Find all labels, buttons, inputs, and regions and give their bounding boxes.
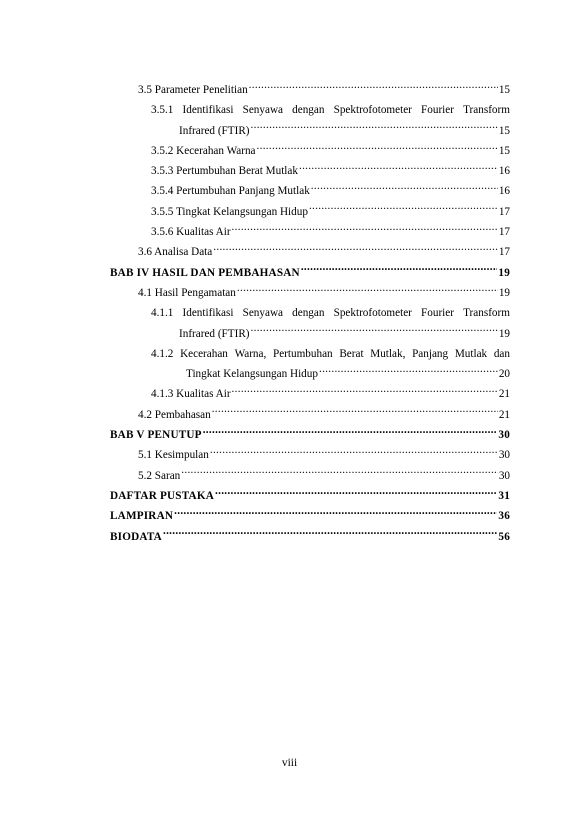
dot-leader — [309, 203, 498, 215]
toc-entry-title-continued: Infrared (FTIR) — [179, 124, 250, 137]
toc-word: Berat — [339, 347, 364, 360]
toc-word: dengan — [292, 104, 325, 117]
toc-entry-3-5 — [110, 80, 510, 100]
dot-leader — [215, 487, 497, 499]
toc-page-number: 16 — [498, 165, 510, 178]
toc-page-number: 21 — [498, 408, 510, 421]
toc-entry-4-1-1 — [110, 303, 510, 344]
toc-entry-4-1-3 — [110, 384, 510, 404]
toc-entry-title-line — [151, 100, 510, 120]
dot-leader — [174, 507, 497, 519]
toc-entry-title: 4.2 Pembahasan — [138, 408, 211, 421]
dot-leader — [251, 122, 498, 134]
toc-word: dan — [493, 347, 510, 360]
toc-entry-title: 5.1 Kesimpulan — [138, 449, 209, 462]
toc-word: 4.1.1 — [151, 307, 174, 320]
toc-word: Mutlak, — [370, 347, 406, 360]
toc-word: dengan — [292, 307, 325, 320]
toc-page-number: 15 — [498, 84, 510, 96]
toc-page-number: 30 — [498, 469, 510, 482]
toc-chapter-title: LAMPIRAN — [110, 510, 174, 523]
toc-entry-title: 3.5.2 Kecerahan Warna — [151, 144, 256, 157]
dot-leader — [232, 385, 498, 397]
dot-leader — [299, 162, 498, 174]
toc-word: Fourier — [421, 307, 454, 320]
toc-word: Spektrofotometer — [333, 307, 412, 320]
toc-word: Identifikasi — [182, 104, 234, 117]
toc-word: 4.1.2 — [151, 347, 174, 360]
toc-word: Identifikasi — [182, 307, 234, 320]
toc-page-number: 30 — [498, 449, 510, 462]
toc-entry-3-5-5 — [110, 202, 510, 222]
toc-page-number: 15 — [498, 144, 510, 157]
toc-entry-title: 5.2 Saran — [138, 469, 181, 482]
toc-entry-title-line — [151, 303, 510, 323]
dot-leader — [163, 528, 497, 540]
dot-leader — [249, 81, 498, 93]
toc-entry-title: 4.1.3 Kualitas Air — [151, 388, 231, 401]
toc-word: Panjang — [412, 347, 449, 360]
toc-entry-3-6 — [110, 242, 510, 262]
dot-leader — [311, 182, 498, 194]
dot-leader — [210, 446, 498, 458]
toc-entry-lampiran — [110, 506, 510, 526]
toc-entry-4-2 — [110, 405, 510, 425]
toc-page-number: 17 — [498, 246, 510, 259]
toc-word: Pertumbuhan — [272, 347, 333, 360]
dot-leader — [251, 325, 498, 337]
toc-page-number: 17 — [498, 226, 510, 239]
toc-entry-3-5-4 — [110, 181, 510, 201]
toc-entry-4-1 — [110, 283, 510, 303]
toc-entry-title-line — [151, 344, 510, 364]
toc-entry-4-1-2 — [110, 344, 510, 385]
dot-leader — [319, 365, 498, 377]
toc-word: Mutlak — [454, 347, 488, 360]
toc-word: Warna, — [234, 347, 267, 360]
toc-word: Transform — [463, 307, 510, 320]
toc-word: Kecerahan — [180, 347, 228, 360]
toc-entry-3-5-3 — [110, 161, 510, 181]
toc-page-number: 17 — [498, 205, 510, 218]
toc-entry-daftar-pustaka — [110, 486, 510, 506]
toc-page-number: 19 — [498, 266, 510, 279]
dot-leader — [181, 467, 498, 479]
dot-leader — [301, 264, 498, 276]
toc-word: Spektrofotometer — [333, 104, 412, 117]
toc-entry-5-1 — [110, 445, 510, 465]
toc-page-number: 16 — [498, 185, 510, 198]
toc-entry-title: 3.5.5 Tingkat Kelangsungan Hidup — [151, 205, 308, 218]
toc-entry-title-continued: Infrared (FTIR) — [179, 327, 250, 340]
toc-page-number: 56 — [498, 530, 510, 543]
toc-entry-bab-iv — [110, 263, 510, 283]
toc-page-number: 30 — [498, 429, 510, 442]
dot-leader — [257, 142, 498, 154]
dot-leader — [212, 406, 498, 418]
toc-entry-3-5-2 — [110, 141, 510, 161]
table-of-contents — [110, 80, 510, 547]
dot-leader — [213, 243, 498, 255]
toc-entry-3-5-1 — [110, 100, 510, 141]
toc-entry-3-5-6 — [110, 222, 510, 242]
toc-word: Senyawa — [242, 307, 283, 320]
toc-page-number: 31 — [498, 489, 510, 502]
toc-page-number: 15 — [498, 124, 510, 137]
toc-word: Fourier — [421, 104, 454, 117]
toc-page-number: 36 — [498, 510, 510, 523]
toc-entry-title-continued: Tingkat Kelangsungan Hidup — [186, 368, 318, 381]
toc-word: Senyawa — [242, 104, 283, 117]
toc-entry-title: 3.5.4 Pertumbuhan Panjang Mutlak — [151, 185, 310, 198]
page-number-footer: viii — [281, 757, 298, 769]
toc-page-number: 21 — [498, 388, 510, 401]
toc-word: Transform — [463, 104, 510, 117]
toc-page-number: 19 — [498, 327, 510, 340]
toc-page-number: 19 — [498, 286, 510, 299]
toc-chapter-title: BIODATA — [110, 530, 162, 543]
dot-leader — [237, 284, 498, 296]
toc-entry-title: 3.5.6 Kualitas Air — [151, 226, 231, 239]
dot-leader — [232, 223, 498, 235]
dot-leader — [203, 426, 498, 438]
toc-entry-5-2 — [110, 466, 510, 486]
toc-entry-biodata — [110, 527, 510, 547]
toc-entry-title: 3.5 Parameter Penelitian — [138, 84, 248, 96]
toc-entry-title: 4.1 Hasil Pengamatan — [138, 286, 236, 299]
toc-chapter-title: BAB V PENUTUP — [110, 429, 202, 442]
toc-word: 3.5.1 — [151, 104, 174, 117]
toc-chapter-title: DAFTAR PUSTAKA — [110, 489, 215, 502]
toc-chapter-title: BAB IV HASIL DAN PEMBAHASAN — [110, 266, 300, 279]
toc-entry-bab-v — [110, 425, 510, 445]
toc-entry-title: 3.6 Analisa Data — [138, 246, 213, 259]
toc-entry-title: 3.5.3 Pertumbuhan Berat Mutlak — [151, 165, 298, 178]
toc-page-number: 20 — [498, 368, 510, 381]
